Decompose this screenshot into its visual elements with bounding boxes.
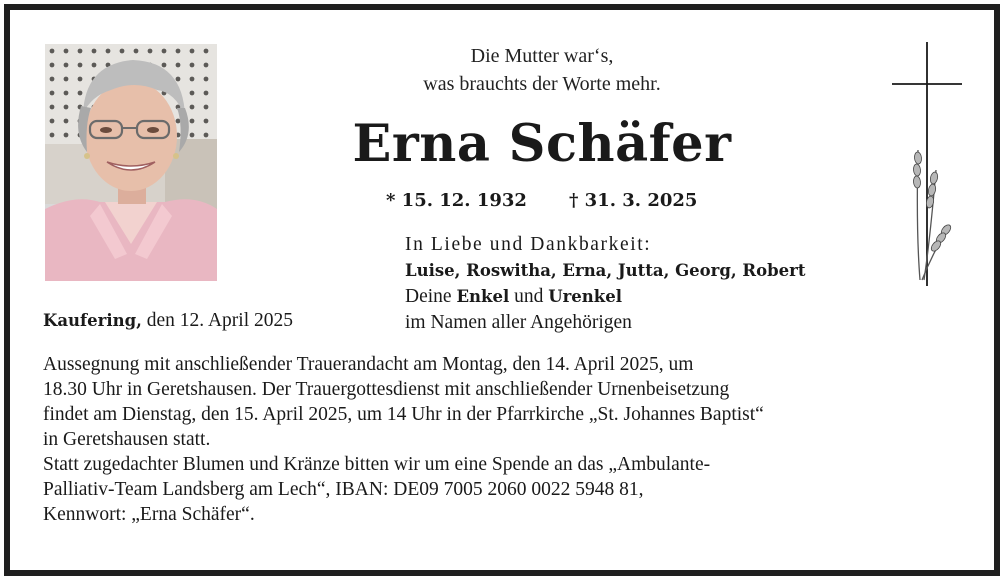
- portrait-photo: [45, 44, 217, 281]
- birth-date: * 15. 12. 1932: [386, 190, 527, 211]
- notice-line-3: findet am Dienstag, den 15. April 2025, um 14 Uhr in der Pfarrkirche „St. Johannes Baptist“: [43, 404, 764, 425]
- obituary-card: [4, 4, 1000, 576]
- place-date: [43, 310, 293, 332]
- place-date-text: den 12. April 2025: [146, 310, 293, 331]
- notice-line-1: Aussegnung mit anschließender Trauerandacht am Montag, den 14. April 2025, um: [43, 354, 694, 375]
- mourners-intro: In Liebe und Dankbarkeit:: [405, 234, 652, 255]
- motto-line-2: was brauchts der Worte mehr.: [423, 73, 661, 95]
- notice-line-2: 18.30 Uhr in Geretshausen. Der Trauergottesdienst mit anschließender Urnenbeisetzung: [43, 379, 730, 400]
- place-town: Kaufering,: [43, 311, 142, 330]
- service-notice: [43, 352, 973, 527]
- mourners-block: [405, 232, 905, 336]
- grandchildren-prefix: Deine: [405, 286, 452, 307]
- grandchildren-enkel: Enkel: [456, 287, 510, 306]
- death-date: † 31. 3. 2025: [569, 190, 698, 211]
- notice-line-7: Kennwort: „Erna Schäfer“.: [43, 504, 255, 525]
- motto-line-1: Die Mutter war‘s,: [470, 45, 614, 67]
- deceased-name: Erna Schäfer: [352, 114, 732, 174]
- motto: [292, 42, 792, 98]
- cross-with-wheat-icon: [890, 40, 962, 286]
- notice-line-6: Palliativ-Team Landsberg am Lech“, IBAN: DE09 7005 2060 0022 5948 81,: [43, 479, 644, 500]
- grandchildren-line: [405, 284, 905, 310]
- mourners-names: Luise, Roswitha, Erna, Jutta, Georg, Robert: [405, 261, 806, 280]
- mourners-closing: im Namen aller Angehörigen: [405, 312, 632, 333]
- notice-line-5: Statt zugedachter Blumen und Kränze bitten wir um eine Spende an das „Ambulante-: [43, 454, 711, 475]
- notice-line-4: in Geretshausen statt.: [43, 429, 211, 450]
- grandchildren-urenkel: Urenkel: [548, 287, 622, 306]
- grandchildren-und: und: [514, 286, 544, 307]
